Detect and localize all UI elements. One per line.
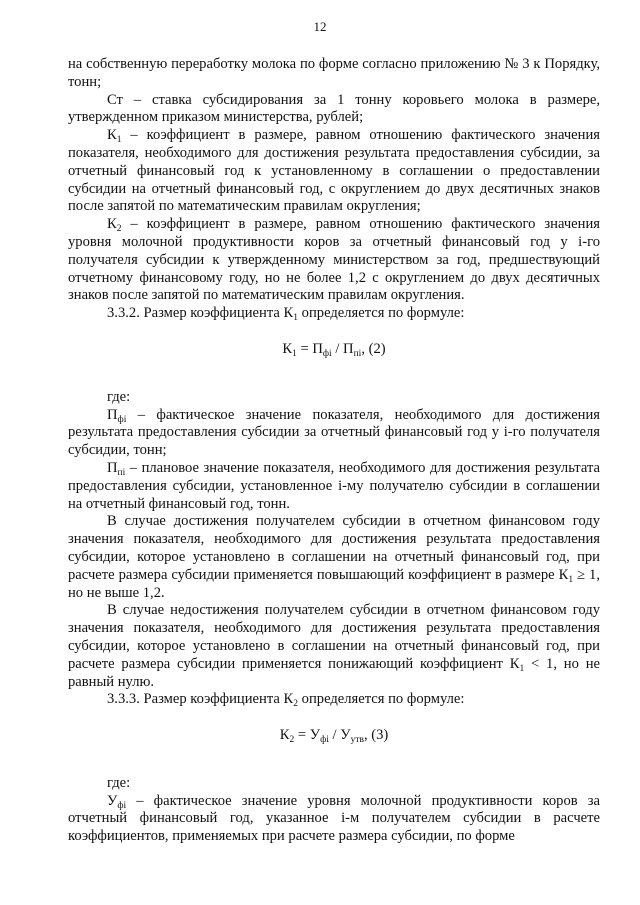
k1-subscript: 1 <box>116 135 122 146</box>
formula-3 <box>68 727 600 745</box>
paragraph-k1-definition <box>68 127 600 216</box>
formula-2-lhs-subscript: 1 <box>292 348 297 359</box>
k1-definition-text: – коэффициент в размере, равном отношению фактического значения показателя, необходимого для достижения результата предоставления субсидии, за отчетный финансовый год к установленному в соглашении о предоставлении субсидии на отчетный финансовый год, с округлением до двух десятичных знаков после запятой по математическим правилам округления; <box>68 127 600 215</box>
pfi-definition-text: – фактическое значение показателя, необходимого для достижения результата предоставления субсидии за отчетный финансовый год у i-го получателя субсидии, тонн; <box>68 406 600 459</box>
achievement-subscript: 1 <box>568 574 574 585</box>
section-3-3-3-text: 3.3.3. Размер коэффициента К <box>107 691 294 708</box>
achievement-tail: ≥ 1, но не выше 1,2. <box>68 566 600 601</box>
document-body <box>68 56 600 846</box>
paragraph-ufi-definition <box>68 793 600 846</box>
paragraph-pfi-definition <box>68 407 600 460</box>
formula-3-divide: / У <box>328 727 351 744</box>
formula-2-number: , (2) <box>361 340 386 357</box>
formula-2-denominator-subscript: пi <box>353 348 362 359</box>
k2-definition-text: – коэффициент в размере, равном отношению фактического значения уровня молочной продуктивности коров за отчетный финансовый год у i-го получателя субсидии к утвержденному министерством за год, предшествующий отчетному финансовому году, но не более 1,2 с округлением до двух десятичных знаков после запятой по математическим правилам округления. <box>68 216 600 304</box>
where-label-1: где: <box>107 388 131 405</box>
formula-3-denominator-subscript: утв <box>350 735 364 746</box>
formula-2 <box>68 341 600 359</box>
page-number: 12 <box>313 19 327 34</box>
formula-2-equals: = П <box>296 340 323 357</box>
ppi-definition-text: – плановое значение показателя, необходимого для достижения результата предоставления субсидии, установленное i-му получателю субсидии в соглашении на отчетный финансовый год, тонн. <box>68 459 600 512</box>
section-3-3-2-text: 3.3.2. Размер коэффициента К <box>107 305 294 322</box>
section-3-3-2-tail: определяется по формуле: <box>298 305 465 322</box>
paragraph-section-3-3-3 <box>68 691 600 709</box>
where-label-2: где: <box>107 774 131 791</box>
section-3-3-2-subscript: 1 <box>293 313 299 324</box>
ufi-subscript: фi <box>117 800 127 811</box>
paragraph-continuation: на собственную переработку молока по форме согласно приложению № 3 к Порядку, тонн; <box>68 56 600 90</box>
ufi-symbol: У <box>107 792 118 809</box>
formula-2-divide: / П <box>331 340 354 357</box>
paragraph-k2-definition <box>68 216 600 305</box>
formula-3-number: , (3) <box>363 727 389 744</box>
section-3-3-3-subscript: 2 <box>293 699 299 710</box>
non-achievement-text: В случае недостижения получателем субсидии в отчетном финансовом году значения показателя, необходимого для достижения результата предоставления субсидии, которое установлено в соглашении на отчетный финансовый год, при расчете размера субсидии применяется понижающий коэффициент К <box>68 602 600 672</box>
paragraph-ppi-definition <box>68 460 600 513</box>
ppi-subscript: пi <box>117 467 126 478</box>
paragraph-section-3-3-2 <box>68 305 600 323</box>
k2-symbol: К <box>107 216 117 233</box>
achievement-text: В случае достижения получателем субсидии в отчетном финансовом году значения показателя, необходимого для достижения результата предоставления субсидии, которое установлено в соглашении на отчетный финансовый год, при расчете размера субсидии применяется повышающий коэффициент в размере К <box>68 513 600 583</box>
formula-3-lhs: К <box>279 727 290 744</box>
pfi-subscript: фi <box>117 414 127 425</box>
section-3-3-3-tail: определяется по формуле: <box>298 691 465 708</box>
ufi-definition-text: – фактическое значение уровня молочной продуктивности коров за отчетный финансовый год, указанное i-м получателем субсидии в расчете коэффициентов, применяемых при расчете размера субсидии, по форме <box>68 792 600 845</box>
k1-symbol: К <box>107 127 117 144</box>
formula-3-equals: = У <box>294 727 321 744</box>
paragraph-st-definition: Ст – ставка субсидирования за 1 тонну коровьего молока в размере, утвержденном приказом министерства, рублей; <box>68 91 600 126</box>
formula-2-lhs: К <box>282 340 293 357</box>
formula-2-numerator-subscript: фi <box>322 348 332 359</box>
ppi-symbol: П <box>107 459 118 476</box>
paragraph-achievement <box>68 513 600 602</box>
k2-subscript: 2 <box>116 224 122 235</box>
non-achievement-tail: < 1, но не равный нулю. <box>68 655 600 690</box>
pfi-symbol: П <box>107 406 118 423</box>
paragraph-non-achievement <box>68 602 600 691</box>
formula-3-numerator-subscript: фi <box>320 735 329 746</box>
non-achievement-subscript: 1 <box>519 663 525 674</box>
formula-3-lhs-subscript: 2 <box>289 735 295 746</box>
